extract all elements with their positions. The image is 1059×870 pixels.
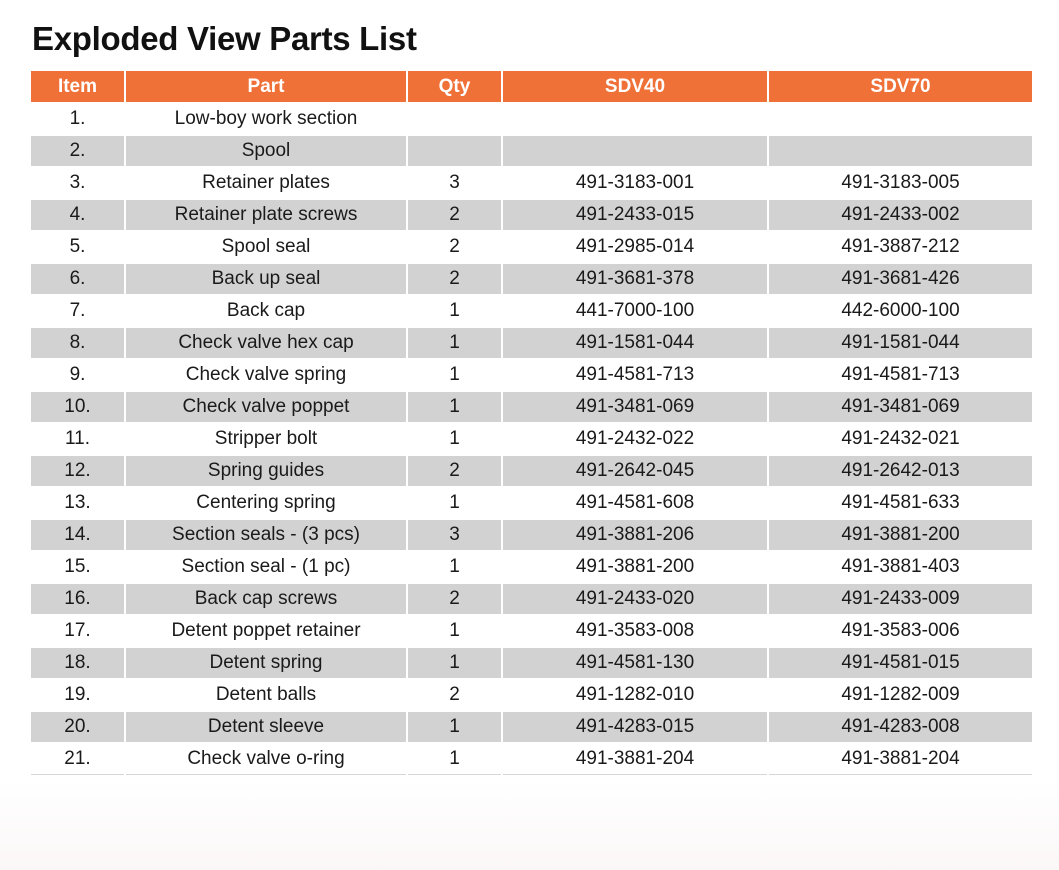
cell-sdv70: 491-4581-015 <box>768 647 1032 679</box>
table-row <box>31 615 1032 647</box>
cell-qty: 2 <box>407 583 502 615</box>
cell-sdv40: 491-4581-130 <box>502 647 768 679</box>
table-row <box>31 199 1032 231</box>
cell-part: Stripper bolt <box>125 423 407 455</box>
cell-part: Low-boy work section <box>125 103 407 135</box>
cell-item: 14. <box>31 519 125 551</box>
cell-item: 9. <box>31 359 125 391</box>
cell-part: Check valve spring <box>125 359 407 391</box>
cell-part: Check valve hex cap <box>125 327 407 359</box>
table-row <box>31 135 1032 167</box>
cell-part: Check valve poppet <box>125 391 407 423</box>
cell-qty: 2 <box>407 679 502 711</box>
cell-sdv40: 491-3583-008 <box>502 615 768 647</box>
cell-sdv40: 491-2433-020 <box>502 583 768 615</box>
cell-sdv70: 491-3887-212 <box>768 231 1032 263</box>
cell-part: Spring guides <box>125 455 407 487</box>
cell-qty: 1 <box>407 295 502 327</box>
table-row <box>31 391 1032 423</box>
cell-sdv70: 491-3583-006 <box>768 615 1032 647</box>
cell-sdv70: 491-2432-021 <box>768 423 1032 455</box>
cell-item: 20. <box>31 711 125 743</box>
table-row <box>31 711 1032 743</box>
cell-item: 3. <box>31 167 125 199</box>
cell-qty: 1 <box>407 359 502 391</box>
cell-part: Spool seal <box>125 231 407 263</box>
cell-item: 16. <box>31 583 125 615</box>
table-row <box>31 103 1032 135</box>
cell-item: 21. <box>31 743 125 775</box>
parts-table <box>31 71 1032 775</box>
cell-sdv40: 491-2642-045 <box>502 455 768 487</box>
header-qty: Qty <box>407 71 502 103</box>
cell-sdv70: 491-3881-403 <box>768 551 1032 583</box>
table-row <box>31 647 1032 679</box>
cell-part: Centering spring <box>125 487 407 519</box>
table-row <box>31 263 1032 295</box>
cell-qty: 1 <box>407 647 502 679</box>
cell-part: Detent spring <box>125 647 407 679</box>
cell-qty: 3 <box>407 519 502 551</box>
cell-sdv40: 491-4283-015 <box>502 711 768 743</box>
cell-item: 12. <box>31 455 125 487</box>
table-row <box>31 167 1032 199</box>
cell-sdv70: 491-4581-633 <box>768 487 1032 519</box>
table-header-row <box>31 71 1032 103</box>
cell-sdv40: 491-3481-069 <box>502 391 768 423</box>
cell-item: 15. <box>31 551 125 583</box>
cell-qty: 1 <box>407 327 502 359</box>
page-title: Exploded View Parts List <box>32 20 417 57</box>
cell-item: 4. <box>31 199 125 231</box>
cell-sdv70 <box>768 103 1032 135</box>
cell-qty: 1 <box>407 423 502 455</box>
cell-sdv70 <box>768 135 1032 167</box>
table-row <box>31 231 1032 263</box>
cell-sdv40: 491-3183-001 <box>502 167 768 199</box>
table-row <box>31 519 1032 551</box>
page-bottom-fade <box>0 780 1059 870</box>
cell-item: 2. <box>31 135 125 167</box>
cell-item: 13. <box>31 487 125 519</box>
cell-part: Back up seal <box>125 263 407 295</box>
cell-item: 8. <box>31 327 125 359</box>
table-row <box>31 679 1032 711</box>
cell-item: 18. <box>31 647 125 679</box>
cell-part: Section seals - (3 pcs) <box>125 519 407 551</box>
cell-sdv70: 491-3183-005 <box>768 167 1032 199</box>
cell-part: Back cap <box>125 295 407 327</box>
cell-part: Section seal - (1 pc) <box>125 551 407 583</box>
cell-sdv70: 491-2642-013 <box>768 455 1032 487</box>
cell-sdv40: 491-1282-010 <box>502 679 768 711</box>
cell-part: Retainer plates <box>125 167 407 199</box>
table-row <box>31 359 1032 391</box>
cell-qty: 2 <box>407 455 502 487</box>
cell-item: 5. <box>31 231 125 263</box>
table-row <box>31 295 1032 327</box>
table-row <box>31 487 1032 519</box>
header-part: Part <box>125 71 407 103</box>
cell-sdv40: 491-4581-608 <box>502 487 768 519</box>
cell-item: 7. <box>31 295 125 327</box>
cell-sdv70: 491-4283-008 <box>768 711 1032 743</box>
table-row <box>31 583 1032 615</box>
table-row <box>31 551 1032 583</box>
table-row <box>31 423 1032 455</box>
cell-qty: 1 <box>407 487 502 519</box>
table-row <box>31 327 1032 359</box>
cell-part: Detent balls <box>125 679 407 711</box>
cell-item: 1. <box>31 103 125 135</box>
cell-sdv40: 491-3881-200 <box>502 551 768 583</box>
cell-sdv40 <box>502 103 768 135</box>
cell-qty: 2 <box>407 263 502 295</box>
header-sdv40: SDV40 <box>502 71 768 103</box>
cell-qty: 2 <box>407 199 502 231</box>
cell-sdv70: 491-3881-204 <box>768 743 1032 775</box>
cell-sdv40: 491-3881-206 <box>502 519 768 551</box>
cell-qty <box>407 135 502 167</box>
cell-qty: 1 <box>407 743 502 775</box>
cell-sdv40: 491-4581-713 <box>502 359 768 391</box>
cell-sdv40: 491-2985-014 <box>502 231 768 263</box>
table-row <box>31 743 1032 775</box>
cell-qty: 1 <box>407 615 502 647</box>
cell-item: 10. <box>31 391 125 423</box>
cell-item: 11. <box>31 423 125 455</box>
cell-qty: 3 <box>407 167 502 199</box>
cell-sdv70: 491-3681-426 <box>768 263 1032 295</box>
cell-item: 6. <box>31 263 125 295</box>
cell-qty: 1 <box>407 711 502 743</box>
cell-sdv40: 441-7000-100 <box>502 295 768 327</box>
cell-sdv40: 491-2432-022 <box>502 423 768 455</box>
cell-qty: 1 <box>407 551 502 583</box>
cell-part: Spool <box>125 135 407 167</box>
cell-item: 19. <box>31 679 125 711</box>
cell-part: Detent poppet retainer <box>125 615 407 647</box>
cell-part: Detent sleeve <box>125 711 407 743</box>
parts-table-body <box>31 103 1032 775</box>
cell-qty: 1 <box>407 391 502 423</box>
cell-part: Check valve o-ring <box>125 743 407 775</box>
cell-sdv40: 491-3881-204 <box>502 743 768 775</box>
cell-sdv40 <box>502 135 768 167</box>
cell-sdv70: 491-3881-200 <box>768 519 1032 551</box>
header-sdv70: SDV70 <box>768 71 1032 103</box>
cell-qty: 2 <box>407 231 502 263</box>
cell-sdv40: 491-3681-378 <box>502 263 768 295</box>
cell-sdv70: 491-1581-044 <box>768 327 1032 359</box>
cell-sdv40: 491-2433-015 <box>502 199 768 231</box>
cell-sdv70: 491-1282-009 <box>768 679 1032 711</box>
cell-qty <box>407 103 502 135</box>
cell-part: Back cap screws <box>125 583 407 615</box>
cell-sdv70: 491-2433-002 <box>768 199 1032 231</box>
cell-item: 17. <box>31 615 125 647</box>
table-row <box>31 455 1032 487</box>
header-item: Item <box>31 71 125 103</box>
cell-part: Retainer plate screws <box>125 199 407 231</box>
cell-sdv70: 491-2433-009 <box>768 583 1032 615</box>
cell-sdv40: 491-1581-044 <box>502 327 768 359</box>
cell-sdv70: 442-6000-100 <box>768 295 1032 327</box>
cell-sdv70: 491-3481-069 <box>768 391 1032 423</box>
cell-sdv70: 491-4581-713 <box>768 359 1032 391</box>
